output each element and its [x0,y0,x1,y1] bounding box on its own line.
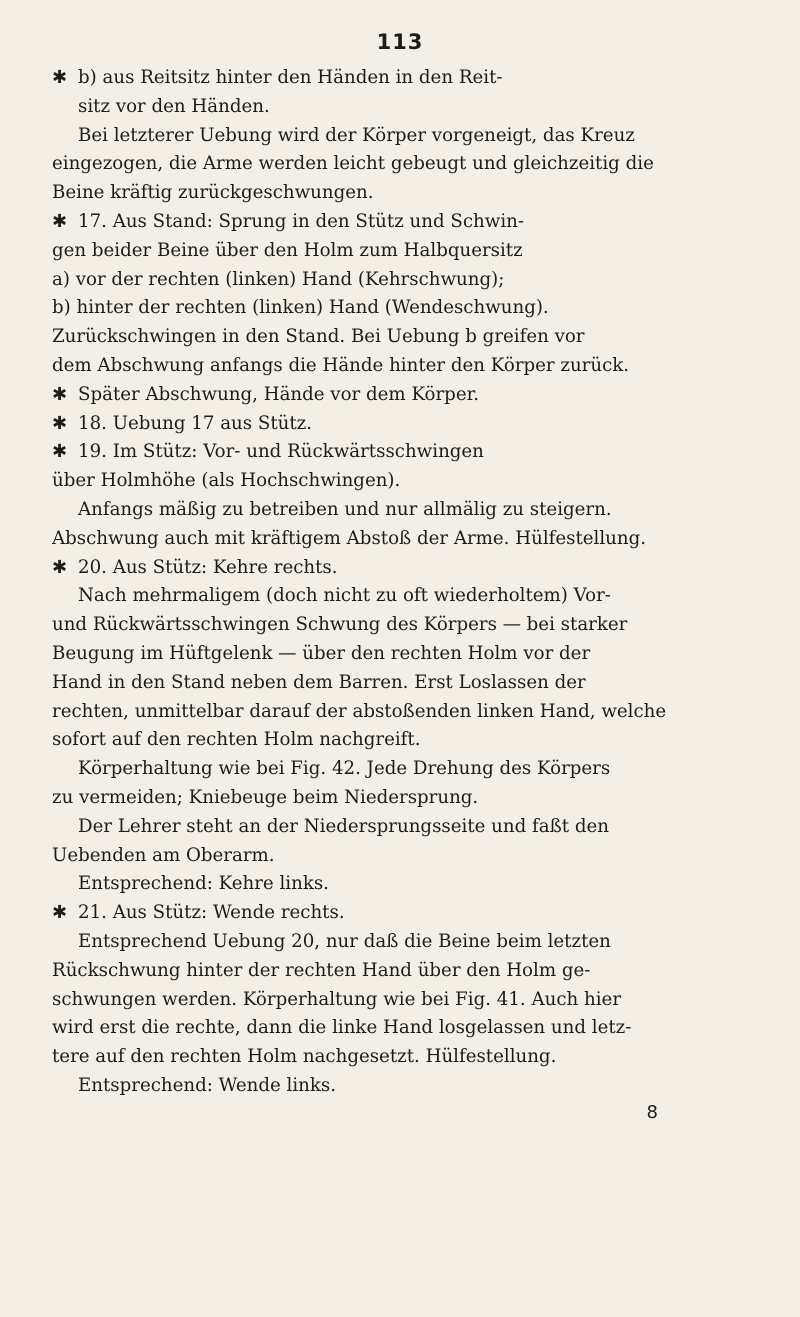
text-line [52,438,748,467]
text-line [52,237,748,266]
line-text: dem Abschwung anfangs die Hände hinter den Körper zurück. [52,354,630,376]
text-line [52,150,748,179]
text-line [52,208,748,237]
line-text: Hand in den Stand neben dem Barren. Erst Loslassen der [52,671,586,693]
asterisk-icon: ✱ [52,383,68,405]
text-line [52,957,748,986]
line-text: eingezogen, die Arme werden leicht gebeugt und gleichzeitig die [52,153,654,175]
asterisk-icon: ✱ [52,412,68,434]
line-text: 18. Uebung 17 aus Stütz. [78,412,313,434]
line-text: rechten, unmittelbar darauf der abstoßenden linken Hand, welche [52,700,667,722]
line-text: Bei letzterer Uebung wird der Körper vorgeneigt, das Kreuz [78,124,635,146]
text-line [52,467,748,496]
text-line [52,870,748,899]
line-text: Später Abschwung, Hände vor dem Körper. [78,383,480,405]
text-line [52,93,748,122]
text-line [52,698,748,727]
line-text: über Holmhöhe (als Hochschwingen). [52,470,401,492]
text-line [52,122,748,151]
line-text: 19. Im Stütz: Vor- und Rückwärtsschwingen [78,441,484,463]
text-line [52,496,748,525]
line-text: schwungen werden. Körperhaltung wie bei Fig. 41. Auch hier [52,988,622,1010]
text-line [52,582,748,611]
line-text: Entsprechend: Kehre links. [78,873,329,895]
text-line [52,640,748,669]
text-line [52,669,748,698]
exercise-text [52,64,748,1101]
text-line [52,726,748,755]
book-page [52,30,748,1125]
line-text: a) vor der rechten (linken) Hand (Kehrschwung); [52,268,505,290]
line-text: Beugung im Hüftgelenk — über den rechten Holm vor der [52,642,591,664]
line-text: 17. Aus Stand: Sprung in den Stütz und Schwin- [78,210,525,232]
asterisk-icon: ✱ [52,441,68,463]
line-text: Rückschwung hinter der rechten Hand über den Holm ge- [52,959,591,981]
line-text: Der Lehrer steht an der Niedersprungsseite und faßt den [78,815,609,837]
text-line [52,611,748,640]
line-text: Anfangs mäßig zu betreiben und nur allmälig zu steigern. [78,498,612,520]
line-text: sitz vor den Händen. [78,95,270,117]
text-line [52,1043,748,1072]
line-text: und Rückwärtsschwingen Schwung des Körpers — bei starker [52,614,628,636]
line-text: Nach mehrmaligem (doch nicht zu oft wiederholtem) Vor- [78,585,611,607]
text-line [52,294,748,323]
line-text: tere auf den rechten Holm nachgesetzt. Hülfestellung. [52,1046,557,1068]
text-line [52,266,748,295]
text-line [52,323,748,352]
text-line [52,986,748,1015]
text-line [52,928,748,957]
printer-signature-mark: 8 [646,1101,658,1123]
line-text: zu vermeiden; Kniebeuge beim Niedersprung. [52,786,479,808]
text-line [52,784,748,813]
text-line [52,381,748,410]
asterisk-icon: ✱ [52,210,68,232]
line-text: Entsprechend: Wende links. [78,1074,337,1096]
text-line [52,1014,748,1043]
text-line [52,813,748,842]
line-text: b) hinter der rechten (linken) Hand (Wendeschwung). [52,297,549,319]
line-text: wird erst die rechte, dann die linke Hand losgelassen und letz- [52,1017,632,1039]
line-text: 21. Aus Stütz: Wende rechts. [78,902,345,924]
asterisk-icon: ✱ [52,556,68,578]
line-text: b) aus Reitsitz hinter den Händen in den Reit- [78,67,503,88]
text-line [52,410,748,439]
line-text: sofort auf den rechten Holm nachgreift. [52,729,421,751]
text-line [52,554,748,583]
page-number: 113 [376,30,424,54]
text-line [52,525,748,554]
line-text: Uebenden am Oberarm. [52,844,275,866]
asterisk-icon: ✱ [52,902,68,924]
text-line [52,755,748,784]
line-text: 20. Aus Stütz: Kehre rechts. [78,556,338,578]
line-text: Abschwung auch mit kräftigem Abstoß der Arme. Hülfestellung. [52,527,647,549]
text-line [52,842,748,871]
text-line [52,179,748,208]
text-line [52,1072,748,1101]
line-text: Entsprechend Uebung 20, nur daß die Beine beim letzten [78,930,611,952]
text-line [52,352,748,381]
text-line [52,899,748,928]
asterisk-icon: ✱ [52,67,68,88]
line-text: Beine kräftig zurückgeschwungen. [52,182,374,204]
line-text: Zurückschwingen in den Stand. Bei Uebung b greifen vor [52,326,585,348]
line-text: gen beider Beine über den Holm zum Halbquersitz [52,239,523,261]
line-text: Körperhaltung wie bei Fig. 42. Jede Drehung des Körpers [78,758,611,780]
text-line [52,64,748,93]
